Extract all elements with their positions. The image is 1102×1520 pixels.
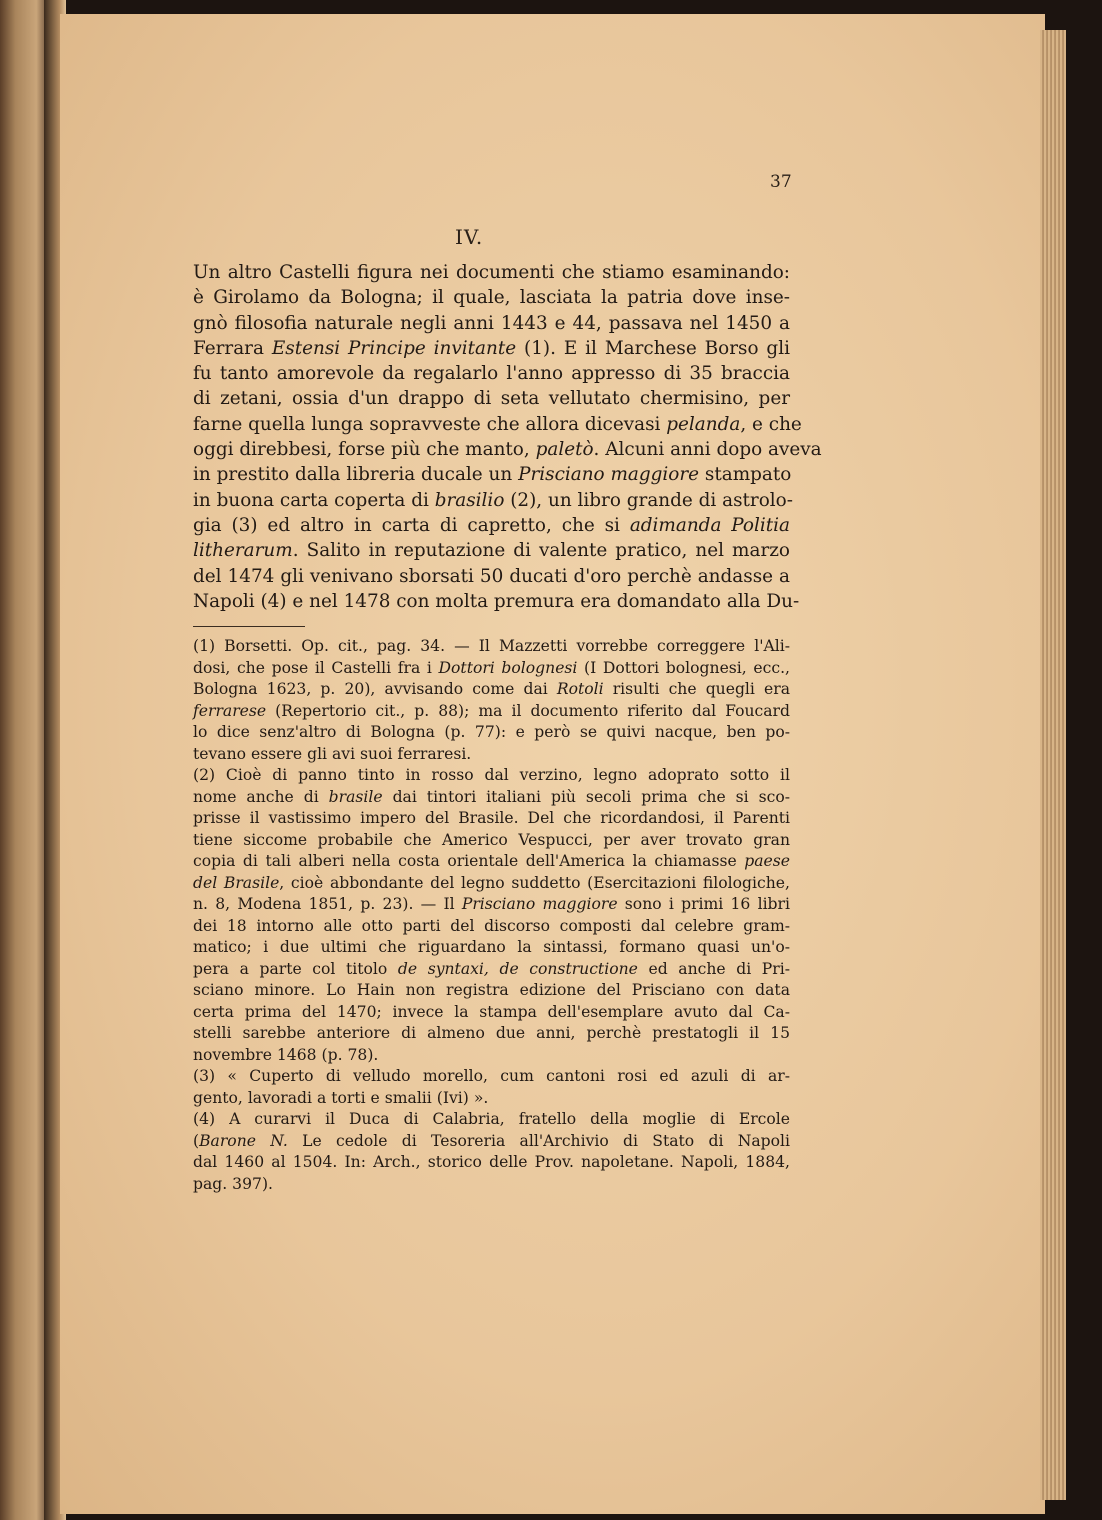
- text-segment: in buona carta coperta di: [193, 489, 435, 511]
- italic-text: Prisciano maggiore: [518, 464, 700, 486]
- italic-text: Rotoli: [556, 680, 604, 698]
- section-heading: IV.: [455, 225, 484, 249]
- text-line: [193, 311, 790, 336]
- text-line: [193, 386, 790, 411]
- text-segment: tevano essere gli avi suoi ferraresi.: [193, 744, 472, 763]
- text-line: [193, 894, 790, 916]
- page-stack-edges: [1040, 30, 1066, 1500]
- text-line: [193, 980, 790, 1002]
- text-line: [193, 437, 822, 462]
- text-line: [193, 1002, 790, 1024]
- text-line: [193, 260, 790, 285]
- text-line: [193, 701, 790, 723]
- text-segment: lo dice senz'altro di Bologna (p. 77): e però se quivi nacque, ben po-: [193, 723, 790, 741]
- text-line: [193, 1174, 790, 1196]
- text-segment: è Girolamo da Bologna; il quale, lasciata la patria dove inse-: [193, 287, 790, 309]
- text-segment: dei 18 intorno alle otto parti del discorso composti dal celebre gram-: [193, 916, 790, 935]
- text-segment: nome anche di: [193, 787, 329, 806]
- text-segment: (: [193, 1131, 200, 1150]
- text-line: [193, 787, 790, 809]
- text-segment: . Alcuni anni dopo aveva: [593, 439, 822, 461]
- main-text: [193, 260, 822, 614]
- text-segment: (2), un libro grande di astrolo-: [504, 489, 793, 511]
- text-line: [193, 361, 790, 386]
- italic-text: brasilio: [434, 489, 505, 511]
- italic-text: litherarum: [193, 540, 293, 562]
- text-segment: pera a parte col titolo: [193, 959, 398, 978]
- italic-text: adimanda Politia: [629, 514, 790, 536]
- text-line: [193, 1109, 790, 1131]
- text-line: [193, 937, 790, 959]
- text-line: [193, 1152, 790, 1174]
- text-line: [193, 336, 790, 361]
- text-segment: dosi, che pose il Castelli fra i: [193, 658, 439, 677]
- text-segment: sono i primi 16 libri: [617, 895, 790, 913]
- footnote: [193, 636, 790, 765]
- text-line: [193, 636, 790, 658]
- italic-text: paletò: [535, 439, 594, 461]
- text-segment: (3) « Cuperto di velludo morello, cum cantoni rosi ed azuli di ar-: [193, 1067, 790, 1085]
- text-segment: (1) Borsetti. Op. cit., pag. 34. — Il Mazzetti vorrebbe correggere l'Ali-: [193, 637, 790, 655]
- text-line: [193, 1131, 790, 1153]
- italic-text: Barone N.: [199, 1131, 288, 1150]
- text-segment: stampato: [699, 464, 792, 486]
- text-segment: (2) Cioè di panno tinto in rosso dal verzino, legno adoprato sotto il: [193, 766, 790, 784]
- text-segment: risulti che quegli era: [603, 680, 790, 698]
- text-line: [193, 513, 790, 538]
- text-segment: dal 1460 al 1504. In: Arch., storico delle Prov. napoletane. Napoli, 1884,: [193, 1153, 790, 1171]
- text-segment: prisse il vastissimo impero del Brasile. Del che ricordandosi, il Parenti: [193, 809, 790, 827]
- text-segment: (1). E il Marchese Borso gli: [516, 337, 790, 359]
- text-segment: dai tintori italiani più secoli prima che si sco-: [382, 787, 791, 806]
- italic-text: Dottori bolognesi: [438, 658, 578, 677]
- text-line: [193, 412, 802, 437]
- text-line: [193, 851, 790, 873]
- text-segment: in prestito dalla libreria ducale un: [193, 464, 519, 486]
- text-segment: Le cedole di Tesoreria all'Archivio di Stato di Napoli: [287, 1131, 790, 1150]
- text-line: [193, 564, 790, 589]
- text-segment: fu tanto amorevole da regalarlo l'anno appresso di 35 braccia: [193, 363, 790, 385]
- text-line: [193, 658, 790, 680]
- text-line: [193, 462, 790, 487]
- text-segment: (4) A curarvi il Duca di Calabria, fratello della moglie di Ercole: [193, 1110, 790, 1128]
- text-line: [193, 589, 800, 614]
- text-segment: Napoli (4) e nel 1478 con molta premura era domandato alla Du-: [193, 590, 800, 612]
- text-segment: gento, lavoradi a torti e smalii (Ivi) ».: [193, 1088, 489, 1107]
- text-segment: (I Dottori bolognesi, ecc.,: [577, 658, 790, 677]
- text-segment: gnò filosofia naturale negli anni 1443 e 44, passava nel 1450 a: [193, 312, 790, 334]
- text-segment: ed anche di Pri-: [637, 959, 790, 978]
- italic-text: ferrarese: [193, 701, 267, 720]
- italic-text: paese: [744, 852, 790, 870]
- text-segment: oggi direbbesi, forse più che manto,: [193, 439, 536, 461]
- text-line: [193, 1023, 790, 1045]
- text-segment: Ferrara: [193, 337, 272, 359]
- text-line: [193, 679, 790, 701]
- text-line: [193, 959, 790, 981]
- text-segment: . Salito in reputazione di valente pratico, nel marzo: [292, 540, 790, 562]
- text-segment: del 1474 gli venivano sborsati 50 ducati d'oro perchè andasse a: [193, 565, 790, 587]
- text-line: [193, 285, 790, 310]
- text-line: [193, 744, 790, 766]
- text-segment: tiene siccome probabile che Americo Vespucci, per aver trovato gran: [193, 830, 790, 849]
- text-line: [193, 722, 790, 744]
- text-segment: (Repertorio cit., p. 88); ma il documento riferito dal Foucard: [266, 701, 790, 720]
- text-line: [193, 1066, 790, 1088]
- text-line: [193, 873, 790, 895]
- footnotes: [193, 636, 790, 1195]
- italic-text: del Brasile: [193, 873, 280, 892]
- text-segment: copia di tali alberi nella costa orientale dell'America la chiamasse: [193, 852, 745, 870]
- text-line: [193, 916, 790, 938]
- italic-text: pelanda: [666, 413, 741, 435]
- footnote-rule: [193, 626, 305, 627]
- text-segment: Un altro Castelli figura nei documenti che stiamo esaminando:: [193, 262, 790, 283]
- page-number: 37: [770, 172, 792, 192]
- text-segment: di zetani, ossia d'un drappo di seta vellutato chermisino, per: [193, 388, 790, 410]
- text-segment: Bologna 1623, p. 20), avvisando come dai: [193, 680, 557, 698]
- text-segment: novembre 1468 (p. 78).: [193, 1045, 379, 1064]
- italic-text: Estensi Principe invitante: [271, 337, 517, 359]
- footnote: [193, 765, 790, 1066]
- italic-text: brasile: [328, 787, 383, 806]
- text-line: [193, 488, 793, 513]
- text-line: [193, 830, 790, 852]
- text-segment: gia (3) ed altro in carta di capretto, che si: [193, 514, 630, 536]
- text-line: [193, 1045, 790, 1067]
- text-segment: , cioè abbondante del legno suddetto (Esercitazioni filologiche,: [279, 873, 790, 892]
- text-segment: pag. 397).: [193, 1174, 273, 1193]
- text-segment: stelli sarebbe anteriore di almeno due anni, perchè prestatogli il 15: [193, 1024, 790, 1042]
- text-line: [193, 765, 790, 787]
- text-segment: certa prima del 1470; invece la stampa dell'esemplare avuto dal Ca-: [193, 1002, 790, 1021]
- text-line: [193, 808, 790, 830]
- text-line: [193, 538, 790, 563]
- text-segment: matico; i due ultimi che riguardano la sintassi, formano quasi un'o-: [193, 938, 790, 956]
- text-line: [193, 1088, 790, 1110]
- text-segment: farne quella lunga sopravveste che allora dicevasi: [193, 413, 667, 435]
- footnote: [193, 1066, 790, 1109]
- footnote: [193, 1109, 790, 1195]
- text-segment: sciano minore. Lo Hain non registra edizione del Prisciano con data: [193, 981, 790, 999]
- text-segment: , e che: [740, 413, 802, 435]
- text-segment: n. 8, Modena 1851, p. 23). — Il: [193, 895, 462, 913]
- italic-text: Prisciano maggiore: [461, 895, 618, 913]
- italic-text: de syntaxi, de constructione: [397, 959, 638, 978]
